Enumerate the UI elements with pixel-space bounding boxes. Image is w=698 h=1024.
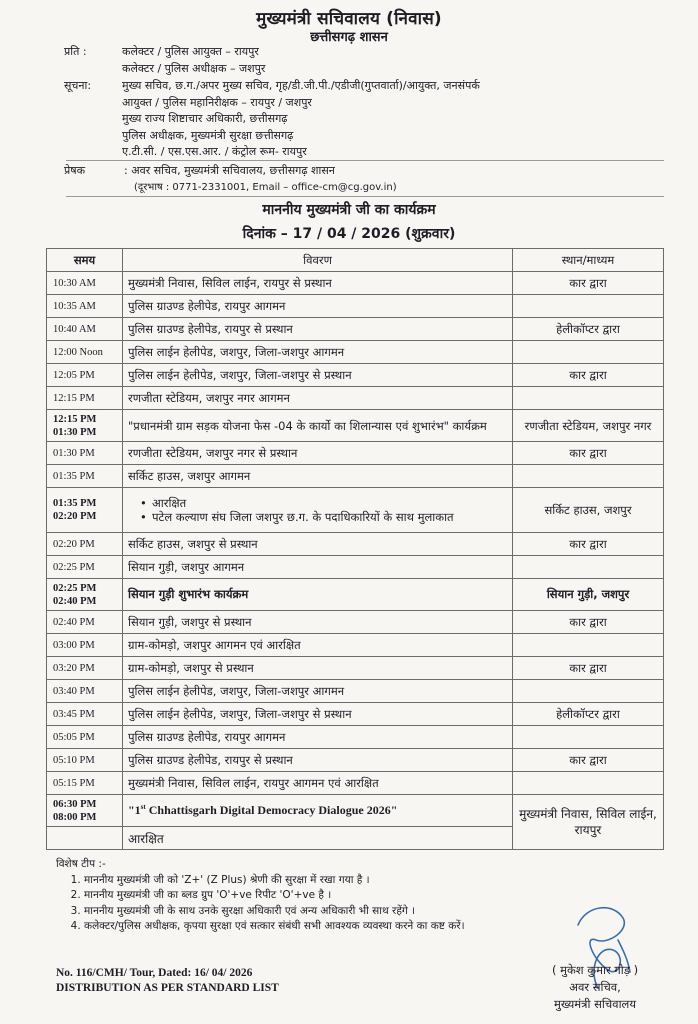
table-row — [47, 442, 664, 465]
row-time-end: 08:00 PM — [53, 811, 97, 823]
to-label: प्रति : — [64, 45, 87, 58]
row-location: मुख्यमंत्री निवास, सिविल लाईन, रायपुर — [513, 795, 664, 850]
row-time: 03:00 PM — [47, 634, 123, 657]
row-time-range — [47, 488, 123, 533]
row-location — [513, 295, 664, 318]
row-time-end: 01:30 PM — [53, 426, 97, 438]
row-description: सियान गुड़ी, जशपुर आगमन — [123, 556, 513, 579]
row-location — [513, 680, 664, 703]
info-line: मुख्य राज्य शिष्टाचार अधिकारी, छत्तीसगढ़ — [122, 112, 288, 125]
row-description: पुलिस ग्राउण्ड हेलीपेड, रायपुर से प्रस्थान — [123, 749, 513, 772]
note-item: 1. माननीय मुख्यमंत्री जी को 'Z+' (Z Plus) श्रेणी की सुरक्षा में रखा गया है । — [84, 873, 465, 889]
row-location: कार द्वारा — [513, 533, 664, 556]
row-description: पुलिस ग्राउण्ड हेलीपेड, रायपुर आगमन — [123, 295, 513, 318]
special-notes — [56, 857, 465, 935]
row-time: 02:20 PM — [47, 533, 123, 556]
row-location: कार द्वारा — [513, 272, 664, 295]
row-description — [123, 488, 513, 533]
row-time: 01:30 PM — [47, 442, 123, 465]
header-time: समय — [47, 249, 123, 272]
table-row — [47, 726, 664, 749]
row-location: कार द्वारा — [513, 611, 664, 634]
table-row — [47, 488, 664, 533]
notes-list — [62, 873, 465, 935]
row-time-end: 02:40 PM — [53, 595, 97, 607]
row-location: कार द्वारा — [513, 364, 664, 387]
table-row — [47, 295, 664, 318]
row-time: 03:45 PM — [47, 703, 123, 726]
reference-number: No. 116/CMH/ Tour, Dated: 16/ 04/ 2026 — [56, 967, 253, 979]
row-description: पुलिस ग्राउण्ड हेलीपेड, रायपुर से प्रस्थान — [123, 318, 513, 341]
row-time-start: 01:35 PM — [53, 498, 97, 509]
row-location — [513, 772, 664, 795]
table-row — [47, 680, 664, 703]
table-row — [47, 556, 664, 579]
table-row — [47, 387, 664, 410]
table-row — [47, 364, 664, 387]
row-time: 12:15 PM — [47, 387, 123, 410]
government-subtitle: छत्तीसगढ़ शासन — [310, 30, 388, 45]
table-row — [47, 611, 664, 634]
row-location: कार द्वारा — [513, 442, 664, 465]
row-time: 02:25 PM — [47, 556, 123, 579]
signatory-block — [510, 962, 680, 1013]
table-row — [47, 657, 664, 680]
row-description: पुलिस लाईन हेलीपेड, जशपुर, जिला-जशपुर आगमन — [123, 680, 513, 703]
row-location — [513, 465, 664, 488]
table-row — [47, 465, 664, 488]
row-time-start: 12:15 PM — [53, 413, 97, 425]
row-time-range — [47, 795, 123, 827]
signatory-title: अवर सचिव, — [569, 980, 621, 994]
reference-block — [56, 966, 279, 996]
header-description: विवरण — [123, 249, 513, 272]
table-header-row — [47, 249, 664, 272]
row-location — [513, 387, 664, 410]
row-description: पुलिस लाईन हेलीपेड, जशपुर, जिला-जशपुर आगमन — [123, 341, 513, 364]
row-description: आरक्षित — [123, 827, 513, 850]
table-row — [47, 634, 664, 657]
distribution-note: DISTRIBUTION AS PER STANDARD LIST — [56, 982, 279, 994]
table-row — [47, 772, 664, 795]
row-description: ग्राम-कोमड़ो, जशपुर आगमन एवं आरक्षित — [123, 634, 513, 657]
row-description: सियान गुड़ी, जशपुर से प्रस्थान — [123, 611, 513, 634]
row-location: हेलीकॉप्टर द्वारा — [513, 318, 664, 341]
row-location — [513, 634, 664, 657]
table-row — [47, 341, 664, 364]
row-time-start: 02:25 PM — [53, 582, 97, 594]
row-location: सर्किट हाउस, जशपुर — [513, 488, 664, 533]
row-time: 10:35 AM — [47, 295, 123, 318]
info-line: पुलिस अधीक्षक, मुख्यमंत्री सुरक्षा छत्तीसगढ़ — [122, 128, 294, 142]
row-time: 05:05 PM — [47, 726, 123, 749]
note-item: 2. माननीय मुख्यमंत्री जी का ब्लड ग्रुप 'O'+ve रिपीट 'O'+ve है । — [84, 888, 465, 904]
table-row — [47, 703, 664, 726]
table-row — [47, 272, 664, 295]
row-description: मुख्यमंत्री निवास, सिविल लाईन, रायपुर आगमन एवं आरक्षित — [123, 772, 513, 795]
row-location — [513, 341, 664, 364]
programme-title: माननीय मुख्यमंत्री जी का कार्यक्रम — [262, 202, 436, 218]
row-time: 01:35 PM — [47, 465, 123, 488]
row-location: कार द्वारा — [513, 749, 664, 772]
notes-heading: विशेष टीप :- — [56, 858, 106, 870]
row-time: 03:20 PM — [47, 657, 123, 680]
row-location — [513, 726, 664, 749]
bullet-list — [128, 496, 507, 524]
row-description: मुख्यमंत्री निवास, सिविल लाईन, रायपुर से प्रस्थान — [123, 272, 513, 295]
event-title-suffix: Chhattisgarh Digital Democracy Dialogue 2026" — [145, 803, 398, 817]
info-label: सूचना: — [64, 79, 92, 92]
row-time-range — [47, 579, 123, 611]
row-time: 12:00 Noon — [47, 341, 123, 364]
row-description: सर्किट हाउस, जशपुर से प्रस्थान — [123, 533, 513, 556]
row-description: "प्रधानमंत्री ग्राम सड़क योजना फेस -04 के कार्यो का शिलान्यास एवं शुभारंभ" कार्यक्रम — [123, 410, 513, 442]
row-time: 05:15 PM — [47, 772, 123, 795]
table-row — [47, 410, 664, 442]
row-description: पुलिस लाईन हेलीपेड, जशपुर, जिला-जशपुर से प्रस्थान — [123, 364, 513, 387]
signatory-office: मुख्यमंत्री सचिवालय — [553, 997, 637, 1011]
row-location: कार द्वारा — [513, 657, 664, 680]
divider — [66, 160, 664, 161]
row-location — [513, 556, 664, 579]
row-description: सर्किट हाउस, जशपुर आगमन — [123, 465, 513, 488]
sender-block — [64, 162, 397, 196]
office-title: मुख्यमंत्री सचिवालय (निवास) — [256, 9, 442, 29]
to-line: कलेक्टर / पुलिस अधीक्षक – जशपुर — [122, 61, 266, 75]
to-line: कलेक्टर / पुलिस आयुक्त – रायपुर — [122, 45, 259, 58]
signatory-name: ( मुकेश कुमार गोड़ ) — [551, 963, 639, 977]
row-description: पुलिस लाईन हेलीपेड, जशपुर, जिला-जशपुर से प्रस्थान — [123, 703, 513, 726]
row-description: पुलिस ग्राउण्ड हेलीपेड, रायपुर आगमन — [123, 726, 513, 749]
table-row — [47, 318, 664, 341]
row-time: 05:10 PM — [47, 749, 123, 772]
table-row — [47, 579, 664, 611]
row-time: 02:40 PM — [47, 611, 123, 634]
divider — [66, 196, 664, 197]
row-time-range — [47, 410, 123, 442]
event-title-prefix: "1 — [128, 803, 141, 817]
programme-date: दिनांक – 17 / 04 / 2026 (शुक्रवार) — [242, 226, 456, 242]
info-line: मुख्य सचिव, छ.ग./अपर मुख्य सचिव, गृह/डी.जी.पी./एडीजी(गुप्तवार्ता)/आयुक्त, जनसंपर्क — [122, 79, 480, 92]
info-line: आयुक्त / पुलिस महानिरीक्षक – रायपुर / जशपुर — [122, 95, 312, 109]
row-time-start: 06:30 PM — [53, 798, 97, 810]
row-location: सियान गुड़ी, जशपुर — [513, 579, 664, 611]
row-time: 03:40 PM — [47, 680, 123, 703]
event-title-superscript: st — [140, 803, 146, 811]
note-item: 4. कलेक्टर/पुलिस अधीक्षक, कृपया सुरक्षा एवं सत्कार संबंधी सभी आवश्यक व्यवस्था करने का कष्ट करें। — [84, 919, 465, 935]
row-description: ग्राम-कोमड़ो, जशपुर से प्रस्थान — [123, 657, 513, 680]
sender-contact: (दूरभाष : 0771-2331001, Email – office-cm@cg.gov.in) — [134, 182, 397, 193]
row-location: रणजीता स्टेडियम, जशपुर नगर — [513, 410, 664, 442]
table-row — [47, 533, 664, 556]
bullet-item: • पटेल कल्याण संघ जिला जशपुर छ.ग. के पदाधिकारियों के साथ मुलाकात — [140, 510, 507, 524]
sender-line: : अवर सचिव, मुख्यमंत्री सचिवालय, छत्तीसगढ़ शासन — [124, 164, 335, 177]
row-time — [47, 827, 123, 850]
table-row — [47, 795, 664, 827]
row-description: रणजीता स्टेडियम, जशपुर नगर आगमन — [123, 387, 513, 410]
row-description — [123, 795, 513, 827]
note-item: 3. माननीय मुख्यमंत्री जी के साथ उनके सुरक्षा अधिकारी एवं अन्य अधिकारी भी साथ रहेंगे । — [84, 904, 465, 920]
schedule-table — [46, 248, 664, 850]
header-location: स्थान/माध्यम — [513, 249, 664, 272]
row-description: सियान गुड़ी शुभारंभ कार्यक्रम — [123, 579, 513, 611]
row-location: हेलीकॉप्टर द्वारा — [513, 703, 664, 726]
row-time: 12:05 PM — [47, 364, 123, 387]
row-time-end: 02:20 PM — [53, 511, 97, 522]
row-time: 10:30 AM — [47, 272, 123, 295]
bullet-item: • आरक्षित — [140, 496, 507, 510]
sender-label: प्रेषक — [64, 164, 86, 177]
info-line: ए.टी.सी. / एस.एस.आर. / कंट्रोल रूम- रायपुर — [122, 145, 307, 158]
row-time: 10:40 AM — [47, 318, 123, 341]
row-description: रणजीता स्टेडियम, जशपुर नगर से प्रस्थान — [123, 442, 513, 465]
table-row — [47, 749, 664, 772]
